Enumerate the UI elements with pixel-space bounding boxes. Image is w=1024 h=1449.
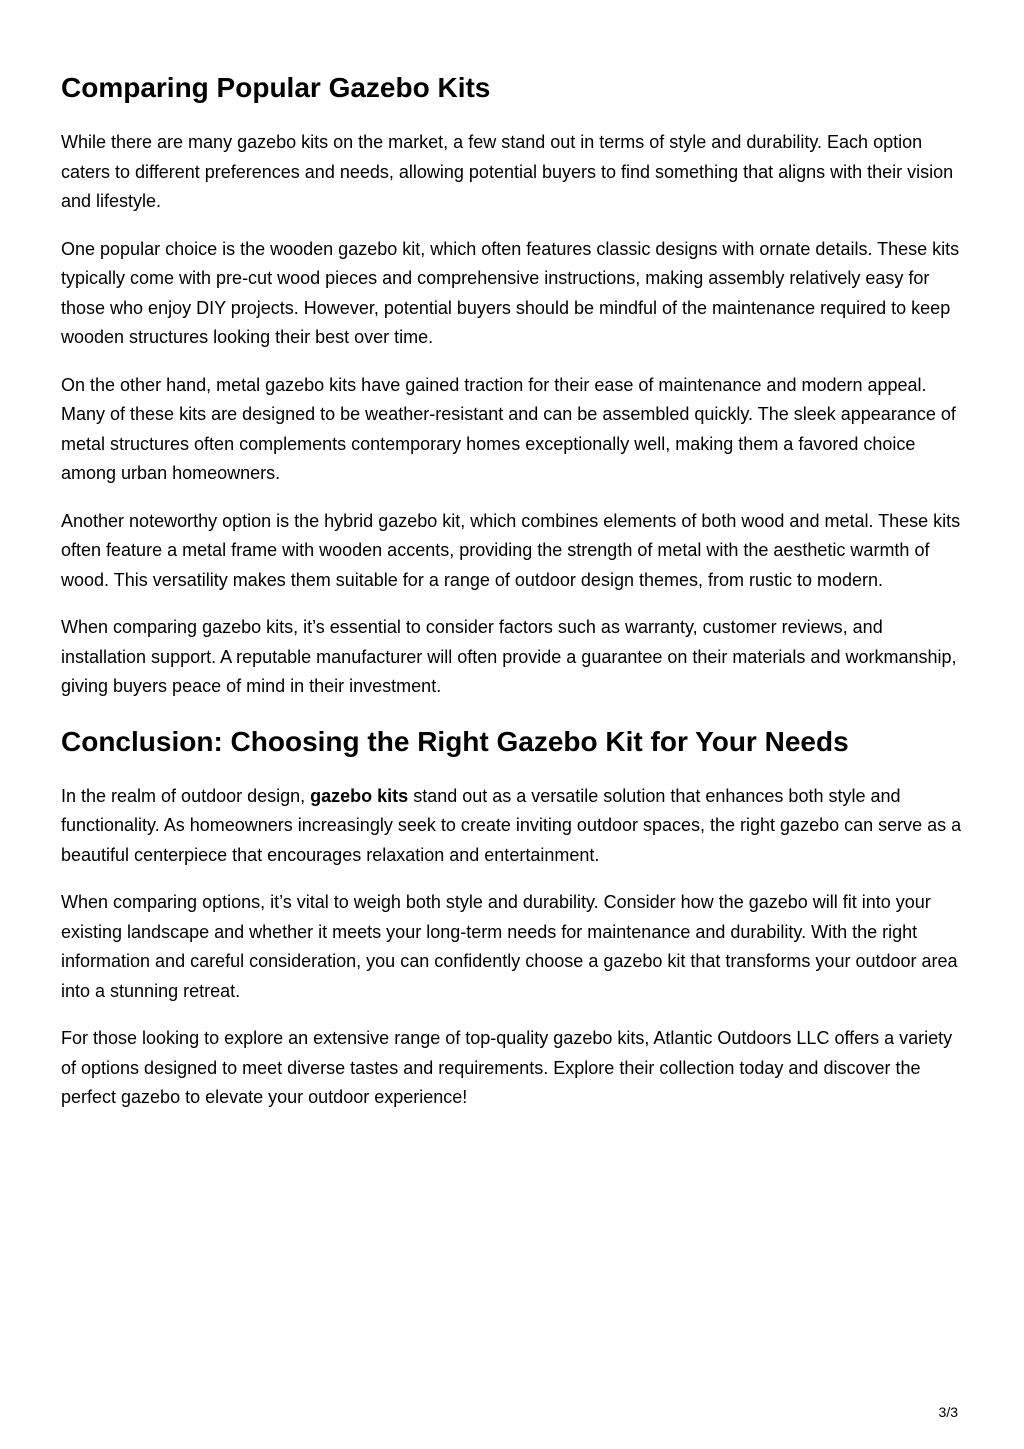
intro-text-after: stand out as a versatile solution that enhances both style and functionality. As homeowners increasingly seek to create inviting outdoor spaces, the right gazebo can serve as a beautiful centerpiece that encourages relaxation and entertainment. (61, 785, 962, 865)
intro-bold-keyword: gazebo kits (310, 785, 409, 806)
paragraph-atlantic-outdoors: For those looking to explore an extensive range of top-quality gazebo kits, Atlantic Outdoors LLC offers a variety of options designed to meet diverse tastes and requirements. Explore their collection today and discover the perfect gazebo to elevate your outdoor experience! (61, 1028, 953, 1107)
paragraph-intro-market: While there are many gazebo kits on the market, a few stand out in terms of style and durability. Each option caters to different preferences and needs, allowing potential buyers to find something that aligns with their vision and lifestyle. (61, 132, 954, 211)
paragraph-metal-kits: On the other hand, metal gazebo kits have gained traction for their ease of maintenance and modern appeal. Many of these kits are designed to be weather-resistant and can be assembled quickly. The sleek appearance of metal structures often complements contemporary homes exceptionally well, making them a favored choice among urban homeowners. (61, 374, 956, 483)
document-page (61, 68, 967, 1131)
page-number: 3/3 (938, 1404, 958, 1420)
paragraph-conclusion-intro (61, 782, 967, 871)
paragraph-wooden-kits: One popular choice is the wooden gazebo kit, which often features classic designs with ornate details. These kits typically come with pre-cut wood pieces and comprehensive instructions, making assembly relatively easy for those who enjoy DIY projects. However, potential buyers should be mindful of the maintenance required to keep wooden structures looking their best over time. (61, 238, 960, 347)
section-heading-comparing: Comparing Popular Gazebo Kits (61, 72, 491, 103)
intro-text-before: In the realm of outdoor design, (61, 785, 311, 806)
section-heading-conclusion: Conclusion: Choosing the Right Gazebo Kit for Your Needs (61, 725, 849, 757)
paragraph-hybrid-kits: Another noteworthy option is the hybrid gazebo kit, which combines elements of both wood and metal. These kits often feature a metal frame with wooden accents, providing the strength of metal with the aesthetic warmth of wood. This versatility makes them suitable for a range of outdoor design themes, from rustic to modern. (61, 510, 961, 590)
paragraph-comparing-factors: When comparing gazebo kits, it’s essential to consider factors such as warranty, customer reviews, and installation support. A reputable manufacturer will often provide a guarantee on their materials and workmanship, giving buyers peace of mind in their investment. (61, 617, 957, 696)
paragraph-weigh-options: When comparing options, it’s vital to weigh both style and durability. Consider how the gazebo will fit into your existing landscape and whether it meets your long-term needs for maintenance and durability. With the right information and careful consideration, you can confidently choose a gazebo kit that transforms your outdoor area into a stunning retreat. (61, 892, 958, 1001)
